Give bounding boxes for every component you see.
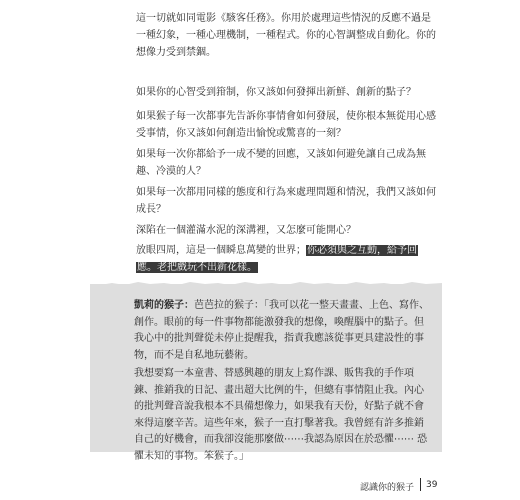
quote-paragraph-2: 我想要寫一本童書、替感興趣的朋友上寫作課、販售我的手作項鍊、推銷我的日記、畫出超大比例的牛，但總有事情阻止我。內心的批判聲音說我根本不具備想像力，如果我有天份，好點子就不會來得這麼辛苦。這些年來，猴子一直打擊著我。我曾經有許多推銷自己的好機會，而我卻沒能那麼做⋯⋯我認為原因在於恐懼⋯⋯ 恐懼未知的事物。笨猴子。」 — [134, 368, 428, 462]
paragraph-mind-clamped: 如果你的心智受到箝制，你又該如何發揮出新鮮、創新的點子？ — [136, 87, 416, 98]
quote-paragraph-1 — [134, 298, 432, 364]
paragraph-matrix: 這一切就如同電影《駭客任務》。你用於處理這些情況的反應不過是一種幻象，一種心理機制，一種程式。你的心智調整成自動化。你的想像力受到禁錮。 — [136, 13, 436, 58]
footer-divider — [420, 478, 421, 491]
paragraph-how-grow: 如果每一次都用同樣的態度和行為來處理問題和情況，我們又該如何成長？ — [136, 187, 436, 215]
paragraph-monkey-foretells: 如果猴子每一次都事先告訴你事情會如何發展，使你根本無從用心感受事情，你又該如何創造出愉悅或驚喜的一刻？ — [136, 111, 436, 139]
paragraph-look-around — [136, 242, 436, 276]
paragraph-same-response: 如果每一次你都給予一成不變的回應，又該如何避免讓自己成為無趣、冷漠的人？ — [136, 149, 426, 177]
quote-speaker: 凱莉的猴子： — [134, 300, 194, 311]
page-number: 39 — [426, 480, 438, 490]
paragraph-look-around-plain: 放眼四周，這是一個瞬息萬變的世界； — [136, 245, 306, 256]
highlighted-text-1: 你必須與之互動，給予回 — [307, 245, 417, 256]
highlighted-text-2: 應。老把戲玩不出新花樣。 — [137, 262, 257, 273]
quote-text-1: 芭芭拉的猴子：「我可以花一整天畫畫、上色、寫作、創作。眼前的每一件事物都能激發我的想像，喚醒腦中的點子。但我心中的批判聲從未停止提醒我，指責我應該從事更具建設性的事物，而不是自私地玩藝術。 — [134, 300, 429, 361]
quote-box — [90, 284, 442, 462]
paragraph-cement-ditch: 深陷在一個灌滿水泥的深溝裡，又怎麼可能開心？ — [136, 225, 356, 236]
footer-section-title: 認識你的猴子 — [360, 483, 415, 493]
